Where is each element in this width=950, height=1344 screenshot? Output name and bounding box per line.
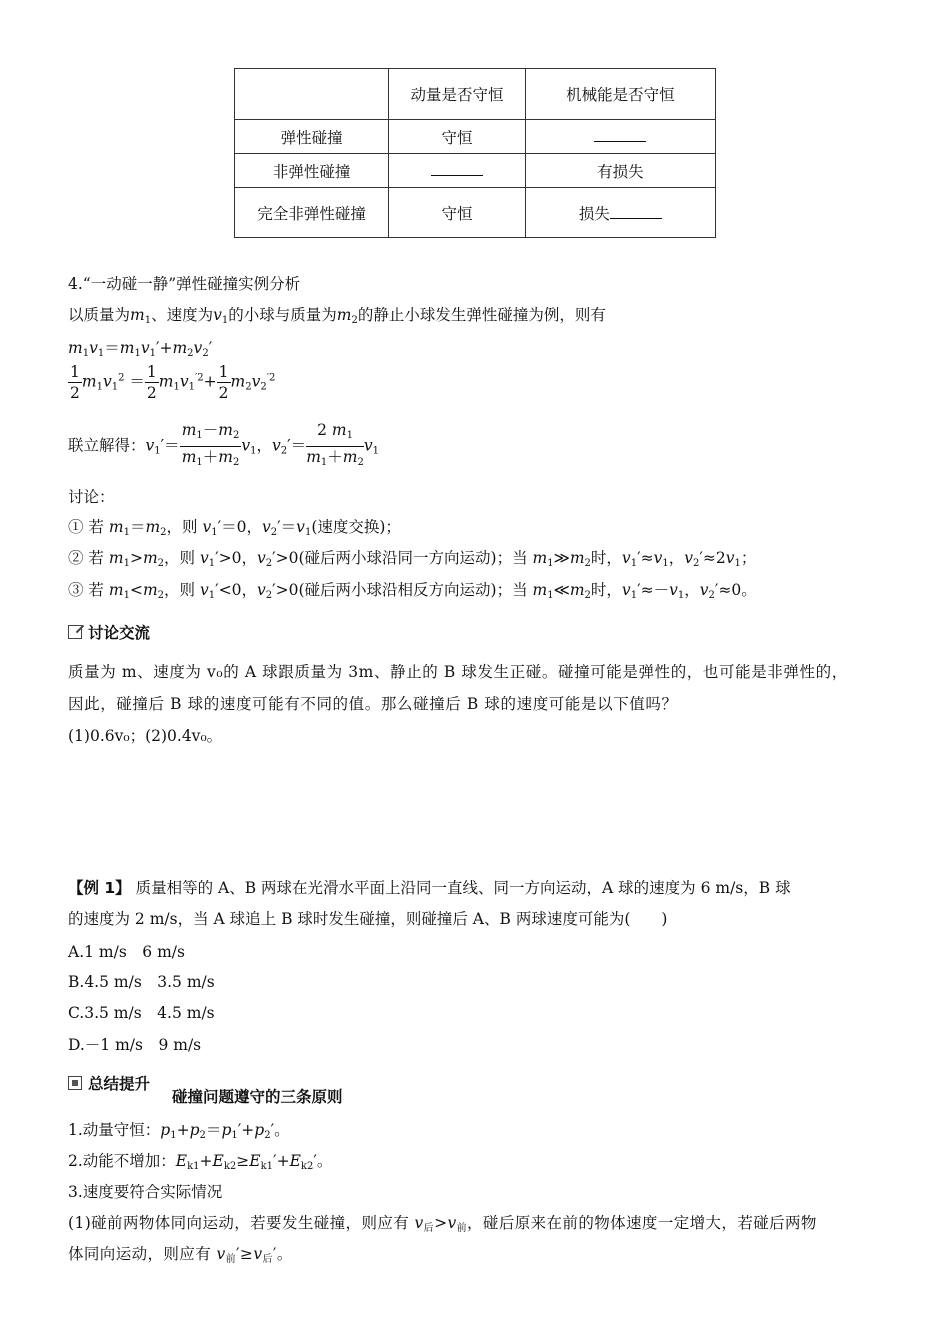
row-energy xyxy=(525,120,715,154)
section-intro: 以质量为$m_1$、速度为$v_1$的小球与质量为$m_2$的静止小球发生弹性碰撞为例，则有 xyxy=(68,306,606,326)
discussion-line-2: 因此，碰撞后 B 球的速度可能有不同的值。那么碰撞后 B 球的速度可能是以下值吗？ xyxy=(68,695,678,713)
discussion-label: 讨论： xyxy=(68,488,115,506)
row-momentum: 守恒 xyxy=(389,120,526,154)
rule-1: 1.动量守恒：$p_1+p_2=p_1'+p_2'$。 xyxy=(68,1121,290,1141)
summary-heading: 总结提升 xyxy=(68,1072,150,1094)
case-2: ② 若 $m_1>m_2$，则 $v_1'>0$，$v_2'>0$(碰后两小球沿同一方向运动)；当 $m_1≫m_2$时，$v_1'\approx v_1$，$v_2'\approx 2v_1$； xyxy=(68,549,757,569)
example-line-1: 【例 1】 质量相等的 A、B 两球在光滑水平面上沿同一直线、同一方向运动，A 球的速度为 6 m/s，B 球 xyxy=(68,879,791,897)
rule-3-1-line-1: (1)碰前两物体同向运动，若要发生碰撞，则应有 $v_后>v_前$，碰后原来在前的物体速度一定增大，若碰后两物 xyxy=(68,1214,817,1234)
table-header-empty xyxy=(235,69,389,120)
solution-equation: 联立解得：$v_1'=$ $\frac{m_1-m_2}{m_1+m_2}$ $v_1$，$v_2'=$ $\frac{2 m_1}{m_1+m_2}$ $v_1$ xyxy=(68,421,379,468)
table-row xyxy=(235,154,716,188)
table-header-momentum: 动量是否守恒 xyxy=(389,69,526,120)
energy-equation: $\frac{1}{2}$ $m_1v_1^2$ ＝ $\frac{1}{2}$ $m_1v_1^{'2}+$ $\frac{1}{2}$ $m_2v_2^{'2}$ xyxy=(70,363,276,402)
discussion-heading: 讨论交流 xyxy=(68,621,150,643)
row-energy: 损失 xyxy=(525,188,715,238)
row-momentum: 守恒 xyxy=(389,188,526,238)
summary-subtitle: 碰撞问题遵守的三条原则 xyxy=(172,1088,343,1106)
discussion-line-1: 质量为 m、速度为 v₀的 A 球跟质量为 3m、静止的 B 球发生正碰。碰撞可能是弹性的，也可能是非弹性的， xyxy=(68,663,848,681)
row-label: 弹性碰撞 xyxy=(235,120,389,154)
answer-blank xyxy=(431,161,483,176)
row-energy: 有损失 xyxy=(525,154,715,188)
table-row xyxy=(235,188,716,238)
option-d: D.－1 m/s 9 m/s xyxy=(68,1036,202,1054)
row-label: 非弹性碰撞 xyxy=(235,154,389,188)
row-label: 完全非弹性碰撞 xyxy=(235,188,389,238)
summary-icon xyxy=(68,1076,82,1090)
pencil-icon xyxy=(68,625,82,639)
rule-3-1-line-2: 体同向运动，则应有 $v_前'\ge v_后'$。 xyxy=(68,1245,293,1265)
option-c: C.3.5 m/s 4.5 m/s xyxy=(68,1004,215,1022)
collision-comparison-table xyxy=(234,68,716,238)
option-b: B.4.5 m/s 3.5 m/s xyxy=(68,973,215,991)
section-title: 4.“一动碰一静”弹性碰撞实例分析 xyxy=(68,275,301,293)
rule-2: 2.动能不增加：$E_{k1}+E_{k2}\ge E_{k1}'+E_{k2}'$。 xyxy=(68,1152,333,1172)
table-row xyxy=(235,120,716,154)
case-3: ③ 若 $m_1<m_2$，则 $v_1'<0$，$v_2'>0$(碰后两小球沿相反方向运动)；当 $m_1≪m_2$时，$v_1'\approx-v_1$，$v_2'\approx 0$。 xyxy=(68,581,757,601)
case-1: ① 若 $m_1=m_2$，则 $v_1'=0$，$v_2'=v_1$(速度交换)； xyxy=(68,518,401,538)
answer-blank xyxy=(610,204,662,219)
row-momentum xyxy=(389,154,526,188)
option-a: A.1 m/s 6 m/s xyxy=(68,943,185,961)
example-label: 【例 1】 xyxy=(68,879,131,897)
rule-3: 3.速度要符合实际情况 xyxy=(68,1183,223,1201)
momentum-equation: $m_1v_1=m_1v_1'+m_2v_2'$ xyxy=(68,339,213,359)
table-header-energy: 机械能是否守恒 xyxy=(525,69,715,120)
discussion-line-3: (1)0.6v₀；(2)0.4v₀。 xyxy=(68,727,223,745)
example-line-2: 的速度为 2 m/s，当 A 球追上 B 球时发生碰撞，则碰撞后 A、B 两球速度可能为( ) xyxy=(68,910,668,928)
answer-blank xyxy=(594,127,646,142)
